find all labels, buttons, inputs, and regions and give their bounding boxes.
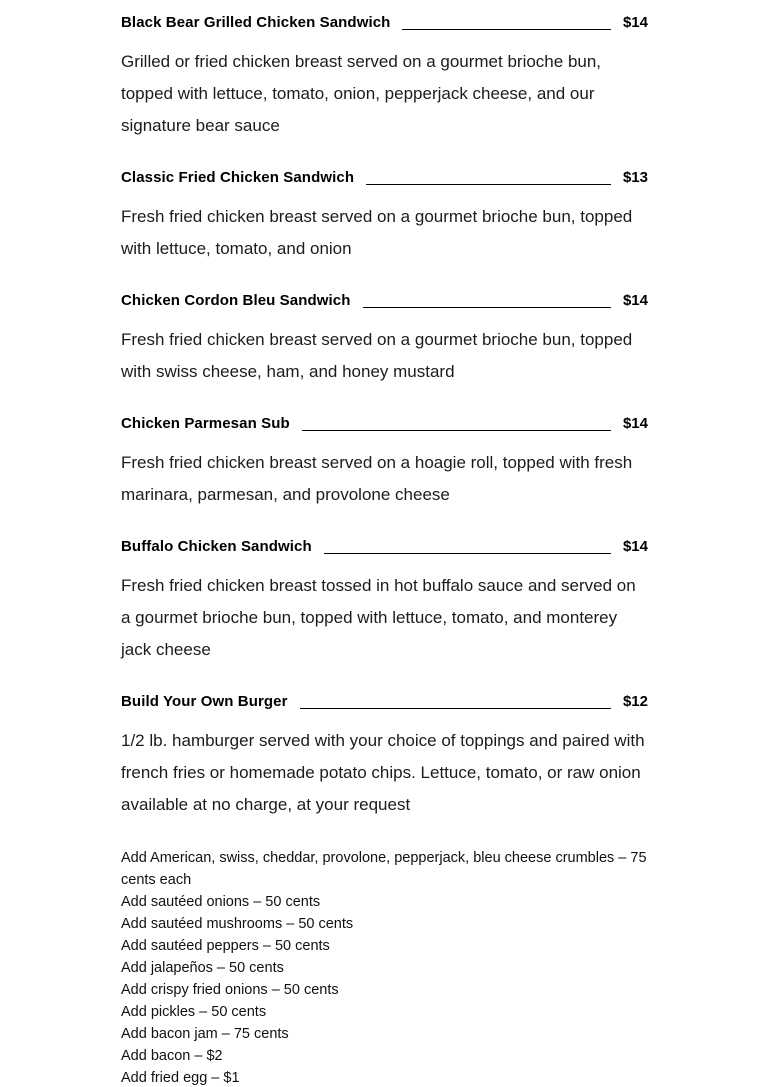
item-name: Chicken Parmesan Sub: [121, 415, 290, 432]
menu-item: [121, 692, 648, 821]
item-name: Buffalo Chicken Sandwich: [121, 538, 312, 555]
item-price: $14: [622, 292, 648, 309]
item-name: Chicken Cordon Bleu Sandwich: [121, 292, 351, 309]
item-price: $13: [622, 169, 648, 186]
menu-item: [121, 537, 648, 666]
item-description: Fresh fried chicken breast served on a gourmet brioche bun, topped with lettuce, tomato, and onion: [121, 207, 633, 258]
price-leader-line: [363, 307, 611, 308]
addon-line: Add sautéed peppers – 50 cents: [121, 938, 330, 954]
addon-line: Add sautéed mushrooms – 50 cents: [121, 916, 354, 932]
menu-item-header: [121, 168, 648, 188]
addon-line: Add crispy fried onions – 50 cents: [121, 982, 339, 998]
item-description: Fresh fried chicken breast served on a gourmet brioche bun, topped with swiss cheese, ham, and honey mustard: [121, 330, 633, 381]
addon-line: Add fried egg – $1: [121, 1070, 240, 1086]
menu-item-header: [121, 291, 648, 311]
menu-item: [121, 414, 648, 511]
addon-line: Add pickles – 50 cents: [121, 1004, 267, 1020]
addon-line: Add sautéed onions – 50 cents: [121, 894, 321, 910]
addon-line: Add bacon jam – 75 cents: [121, 1026, 289, 1042]
item-price: $14: [622, 14, 648, 31]
item-description: 1/2 lb. hamburger served with your choice of toppings and paired with french fries or homemade potato chips. Lettuce, tomato, or raw onion available at no charge, at your request: [121, 731, 645, 814]
menu-item: [121, 291, 648, 388]
item-description: Fresh fried chicken breast served on a hoagie roll, topped with fresh marinara, parmesan, and provolone cheese: [121, 453, 633, 504]
item-description: Fresh fried chicken breast tossed in hot buffalo sauce and served on a gourmet brioche bun, topped with lettuce, tomato, and monterey jack cheese: [121, 576, 636, 659]
item-name: Classic Fried Chicken Sandwich: [121, 169, 355, 186]
menu-item-header: [121, 537, 648, 557]
menu-item-header: [121, 692, 648, 712]
item-price: $12: [622, 693, 648, 710]
price-leader-line: [300, 708, 611, 709]
item-name: Black Bear Grilled Chicken Sandwich: [121, 14, 391, 31]
price-leader-line: [402, 29, 611, 30]
addon-line: Add jalapeños – 50 cents: [121, 960, 284, 976]
item-price: $14: [622, 538, 648, 555]
item-price: $14: [622, 415, 648, 432]
menu-item-header: [121, 414, 648, 434]
addons-list: [121, 847, 648, 1087]
price-leader-line: [302, 430, 611, 431]
addon-line: Add bacon – $2: [121, 1048, 223, 1064]
menu-item-header: [121, 13, 648, 33]
addon-line: Add American, swiss, cheddar, provolone, pepperjack, bleu cheese crumbles – 75 cents each: [121, 850, 647, 888]
menu-item: [121, 168, 648, 265]
price-leader-line: [324, 553, 611, 554]
price-leader-line: [366, 184, 611, 185]
item-name: Build Your Own Burger: [121, 693, 288, 710]
menu-item: [121, 13, 648, 142]
item-description: Grilled or fried chicken breast served on a gourmet brioche bun, topped with lettuce, tomato, onion, pepperjack cheese, and our signature bear sauce: [121, 52, 602, 135]
